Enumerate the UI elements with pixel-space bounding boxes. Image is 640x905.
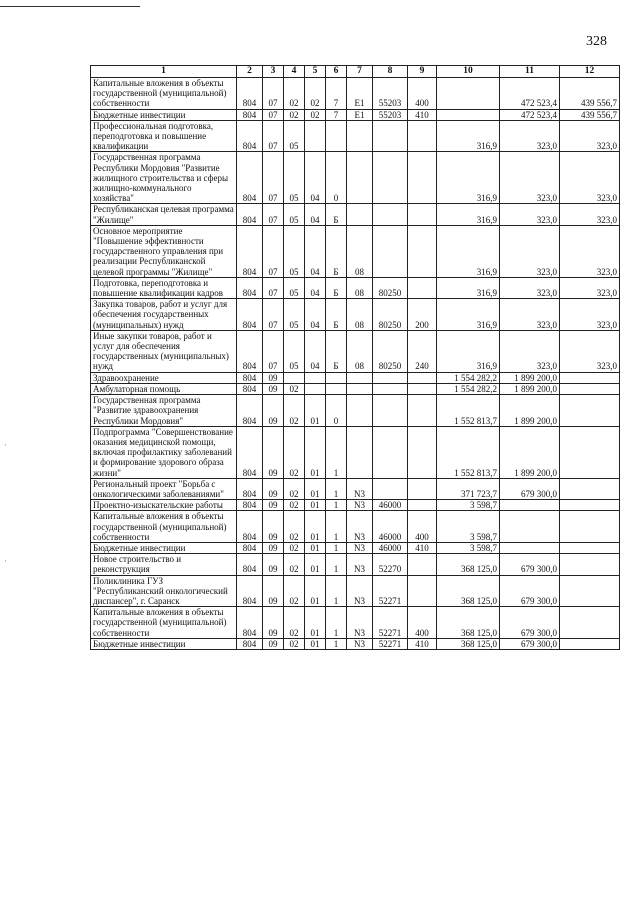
table-row	[91, 277, 620, 298]
amount-col12: 439 556,7	[560, 78, 620, 110]
code-section: 09	[263, 383, 284, 394]
amount-col10: 3 598,7	[437, 542, 500, 553]
code-direction	[373, 204, 408, 225]
code-subsection: 02	[284, 542, 305, 553]
code-event	[347, 426, 373, 478]
code-subsection: 05	[284, 277, 305, 298]
amount-col10: 368 125,0	[437, 638, 500, 649]
amount-col11: 323,0	[500, 120, 560, 152]
code-subsection: 05	[284, 204, 305, 225]
code-program	[305, 120, 326, 152]
code-subsection: 05	[284, 225, 305, 277]
code-subsection: 02	[284, 511, 305, 543]
code-subsection: 05	[284, 152, 305, 204]
code-subsection: 02	[284, 638, 305, 649]
code-direction	[373, 426, 408, 478]
code-subsection	[284, 372, 305, 383]
code-subprogram: 1	[326, 500, 347, 511]
amount-col11: 679 300,0	[500, 607, 560, 639]
column-header: 5	[305, 66, 326, 78]
code-ministry: 804	[237, 204, 263, 225]
column-header: 1	[91, 66, 237, 78]
amount-col12	[560, 395, 620, 427]
code-expense-type	[408, 204, 437, 225]
margin-mark: ·	[4, 440, 7, 450]
code-ministry: 804	[237, 277, 263, 298]
code-expense-type: 400	[408, 78, 437, 110]
code-program: 01	[305, 500, 326, 511]
amount-col11: 679 300,0	[500, 554, 560, 575]
code-program: 01	[305, 554, 326, 575]
code-section: 07	[263, 299, 284, 331]
code-subsection: 05	[284, 299, 305, 331]
amount-col11: 323,0	[500, 152, 560, 204]
code-section: 09	[263, 554, 284, 575]
code-ministry: 804	[237, 542, 263, 553]
code-section: 09	[263, 511, 284, 543]
code-expense-type: 410	[408, 109, 437, 120]
code-subprogram: 1	[326, 426, 347, 478]
code-program: 01	[305, 542, 326, 553]
code-section: 09	[263, 372, 284, 383]
code-event	[347, 120, 373, 152]
code-ministry: 804	[237, 120, 263, 152]
code-direction	[373, 383, 408, 394]
code-event	[347, 152, 373, 204]
code-expense-type	[408, 575, 437, 607]
code-event: 08	[347, 225, 373, 277]
code-direction: 52271	[373, 638, 408, 649]
amount-col12: 323,0	[560, 204, 620, 225]
code-event: N3	[347, 638, 373, 649]
code-subsection: 02	[284, 383, 305, 394]
amount-col12: 439 556,7	[560, 109, 620, 120]
amount-col10: 316,9	[437, 225, 500, 277]
code-ministry: 804	[237, 109, 263, 120]
code-subprogram	[326, 120, 347, 152]
code-subprogram: 1	[326, 638, 347, 649]
code-subprogram: Б	[326, 299, 347, 331]
amount-col12: 323,0	[560, 120, 620, 152]
code-subprogram	[326, 383, 347, 394]
code-ministry: 804	[237, 299, 263, 331]
code-program: 01	[305, 511, 326, 543]
column-header: 12	[560, 66, 620, 78]
code-direction: 80250	[373, 299, 408, 331]
code-event: 08	[347, 299, 373, 331]
amount-col10	[437, 109, 500, 120]
code-direction: 52271	[373, 575, 408, 607]
code-section: 09	[263, 426, 284, 478]
code-expense-type	[408, 500, 437, 511]
code-ministry: 804	[237, 78, 263, 110]
amount-col12	[560, 511, 620, 543]
code-section: 07	[263, 152, 284, 204]
code-subprogram: Б	[326, 204, 347, 225]
row-name: Республиканская целевая программа "Жилище"	[91, 204, 237, 225]
column-header: 11	[500, 66, 560, 78]
top-rule	[0, 6, 140, 7]
amount-col12	[560, 554, 620, 575]
code-expense-type	[408, 426, 437, 478]
amount-col11: 323,0	[500, 330, 560, 372]
table-row	[91, 554, 620, 575]
amount-col10: 316,9	[437, 299, 500, 331]
table-row	[91, 511, 620, 543]
code-subsection: 05	[284, 330, 305, 372]
code-program: 01	[305, 426, 326, 478]
row-name: Капитальные вложения в объекты государственной (муниципальной) собственности	[91, 607, 237, 639]
code-expense-type	[408, 277, 437, 298]
code-event: N3	[347, 575, 373, 607]
code-direction	[373, 152, 408, 204]
column-header: 3	[263, 66, 284, 78]
amount-col12	[560, 607, 620, 639]
code-subprogram: 0	[326, 395, 347, 427]
amount-col12	[560, 426, 620, 478]
margin-mark: ·	[4, 556, 7, 566]
code-expense-type: 410	[408, 638, 437, 649]
code-direction: 55203	[373, 109, 408, 120]
code-program: 01	[305, 575, 326, 607]
code-subsection: 02	[284, 554, 305, 575]
code-subsection: 02	[284, 78, 305, 110]
table-row	[91, 638, 620, 649]
code-subprogram: 1	[326, 511, 347, 543]
code-subprogram: Б	[326, 277, 347, 298]
amount-col10: 316,9	[437, 204, 500, 225]
amount-col10: 1 554 282,2	[437, 372, 500, 383]
table-row	[91, 204, 620, 225]
amount-col11: 323,0	[500, 299, 560, 331]
code-section: 09	[263, 607, 284, 639]
amount-col11	[500, 542, 560, 553]
row-name: Капитальные вложения в объекты государственной (муниципальной) собственности	[91, 78, 237, 110]
amount-col12	[560, 478, 620, 499]
row-name: Государственная программа "Развитие здравоохранения Республики Мордовия"	[91, 395, 237, 427]
code-ministry: 804	[237, 395, 263, 427]
code-subprogram: 1	[326, 575, 347, 607]
row-name: Новое строительство и реконструкция	[91, 554, 237, 575]
code-section: 09	[263, 478, 284, 499]
code-ministry: 804	[237, 575, 263, 607]
code-event: Е1	[347, 109, 373, 120]
amount-col10: 316,9	[437, 120, 500, 152]
amount-col10: 3 598,7	[437, 500, 500, 511]
code-direction: 55203	[373, 78, 408, 110]
row-name: Закупка товаров, работ и услуг для обеспечения государственных (муниципальных) нужд	[91, 299, 237, 331]
row-name: Профессиональная подготовка, переподготовка и повышение квалификации	[91, 120, 237, 152]
code-ministry: 804	[237, 638, 263, 649]
column-header: 4	[284, 66, 305, 78]
code-subprogram: 1	[326, 554, 347, 575]
code-expense-type: 200	[408, 299, 437, 331]
code-ministry: 804	[237, 500, 263, 511]
page-number: 328	[586, 34, 607, 49]
table-row	[91, 299, 620, 331]
code-event: N3	[347, 511, 373, 543]
table-row	[91, 109, 620, 120]
row-name: Капитальные вложения в объекты государственной (муниципальной) собственности	[91, 511, 237, 543]
code-expense-type	[408, 152, 437, 204]
code-program: 04	[305, 204, 326, 225]
code-subprogram	[326, 372, 347, 383]
amount-col12	[560, 372, 620, 383]
table-row	[91, 330, 620, 372]
code-section: 09	[263, 638, 284, 649]
code-subprogram: Б	[326, 330, 347, 372]
table-row	[91, 78, 620, 110]
amount-col12: 323,0	[560, 152, 620, 204]
amount-col12: 323,0	[560, 225, 620, 277]
code-ministry: 804	[237, 152, 263, 204]
code-direction	[373, 478, 408, 499]
code-section: 09	[263, 542, 284, 553]
row-name: Бюджетные инвестиции	[91, 638, 237, 649]
row-name: Бюджетные инвестиции	[91, 109, 237, 120]
code-section: 09	[263, 575, 284, 607]
code-direction	[373, 120, 408, 152]
code-subprogram: 1	[326, 607, 347, 639]
budget-table	[90, 65, 620, 650]
code-program: 02	[305, 109, 326, 120]
code-ministry: 804	[237, 225, 263, 277]
code-direction: 46000	[373, 542, 408, 553]
amount-col11: 679 300,0	[500, 575, 560, 607]
code-event: N3	[347, 500, 373, 511]
code-subsection: 02	[284, 109, 305, 120]
amount-col12	[560, 638, 620, 649]
code-program: 02	[305, 78, 326, 110]
code-section: 07	[263, 109, 284, 120]
code-program: 04	[305, 152, 326, 204]
code-program	[305, 372, 326, 383]
code-expense-type: 410	[408, 542, 437, 553]
code-subprogram: 1	[326, 542, 347, 553]
amount-col12	[560, 500, 620, 511]
code-expense-type	[408, 120, 437, 152]
table-row	[91, 575, 620, 607]
amount-col11	[500, 500, 560, 511]
code-program	[305, 383, 326, 394]
code-subprogram: 0	[326, 152, 347, 204]
code-program: 01	[305, 478, 326, 499]
amount-col11: 323,0	[500, 277, 560, 298]
amount-col10: 368 125,0	[437, 607, 500, 639]
code-expense-type	[408, 395, 437, 427]
code-event: N3	[347, 478, 373, 499]
code-ministry: 804	[237, 330, 263, 372]
amount-col11	[500, 511, 560, 543]
code-ministry: 804	[237, 426, 263, 478]
amount-col12	[560, 542, 620, 553]
row-name: Государственная программа Республики Мордовия "Развитие жилищного строительства и сферы жилищно-коммунального хозяйства"	[91, 152, 237, 204]
code-section: 07	[263, 330, 284, 372]
code-subprogram: 1	[326, 478, 347, 499]
amount-col10: 1 552 813,7	[437, 395, 500, 427]
code-program: 01	[305, 638, 326, 649]
column-header: 2	[237, 66, 263, 78]
amount-col10: 3 598,7	[437, 511, 500, 543]
amount-col10: 368 125,0	[437, 575, 500, 607]
amount-col11: 679 300,0	[500, 638, 560, 649]
table-row	[91, 542, 620, 553]
code-expense-type	[408, 478, 437, 499]
code-direction: 52271	[373, 607, 408, 639]
row-name: Подпрограмма "Совершенствование оказания медицинской помощи, включая профилактику заболеваний и формирование здорового образа жизни"	[91, 426, 237, 478]
amount-col12	[560, 383, 620, 394]
code-expense-type: 240	[408, 330, 437, 372]
code-expense-type: 400	[408, 511, 437, 543]
table-row	[91, 372, 620, 383]
amount-col11: 1 899 200,0	[500, 395, 560, 427]
row-name: Здравоохранение	[91, 372, 237, 383]
code-event: 08	[347, 277, 373, 298]
table-header-row	[91, 66, 620, 78]
code-subsection: 02	[284, 500, 305, 511]
amount-col10: 316,9	[437, 277, 500, 298]
row-name: Региональный проект "Борьба с онкологическими заболеваниями"	[91, 478, 237, 499]
code-section: 07	[263, 277, 284, 298]
amount-col10: 368 125,0	[437, 554, 500, 575]
code-direction	[373, 395, 408, 427]
column-header: 7	[347, 66, 373, 78]
table-row	[91, 120, 620, 152]
amount-col10: 371 723,7	[437, 478, 500, 499]
code-direction: 46000	[373, 511, 408, 543]
table-row	[91, 383, 620, 394]
table-row	[91, 426, 620, 478]
table-row	[91, 395, 620, 427]
amount-col10: 1 552 813,7	[437, 426, 500, 478]
code-program: 04	[305, 225, 326, 277]
code-section: 07	[263, 225, 284, 277]
amount-col11: 323,0	[500, 204, 560, 225]
amount-col10: 1 554 282,2	[437, 383, 500, 394]
code-event: N3	[347, 607, 373, 639]
code-ministry: 804	[237, 383, 263, 394]
amount-col10	[437, 78, 500, 110]
code-subprogram: Б	[326, 225, 347, 277]
code-program: 04	[305, 277, 326, 298]
code-expense-type	[408, 554, 437, 575]
code-event: N3	[347, 542, 373, 553]
code-program: 04	[305, 299, 326, 331]
amount-col11: 1 899 200,0	[500, 426, 560, 478]
code-section: 09	[263, 395, 284, 427]
code-subsection: 02	[284, 575, 305, 607]
code-section: 09	[263, 500, 284, 511]
code-event: Е1	[347, 78, 373, 110]
code-ministry: 804	[237, 554, 263, 575]
code-direction: 80250	[373, 330, 408, 372]
code-subprogram: 7	[326, 78, 347, 110]
column-header: 10	[437, 66, 500, 78]
code-subsection: 02	[284, 426, 305, 478]
amount-col11: 679 300,0	[500, 478, 560, 499]
code-event	[347, 372, 373, 383]
code-program: 01	[305, 395, 326, 427]
code-expense-type: 400	[408, 607, 437, 639]
code-direction	[373, 372, 408, 383]
amount-col12: 323,0	[560, 330, 620, 372]
row-name: Проектно-изыскательские работы	[91, 500, 237, 511]
code-direction	[373, 225, 408, 277]
amount-col10: 316,9	[437, 152, 500, 204]
code-event: 08	[347, 330, 373, 372]
code-subsection: 02	[284, 395, 305, 427]
code-program: 04	[305, 330, 326, 372]
code-expense-type	[408, 383, 437, 394]
column-header: 8	[373, 66, 408, 78]
code-event	[347, 383, 373, 394]
amount-col11: 1 899 200,0	[500, 383, 560, 394]
code-direction: 52270	[373, 554, 408, 575]
table-row	[91, 225, 620, 277]
code-subsection: 05	[284, 120, 305, 152]
code-ministry: 804	[237, 511, 263, 543]
code-direction: 80250	[373, 277, 408, 298]
amount-col12	[560, 575, 620, 607]
code-subsection: 02	[284, 607, 305, 639]
table-row	[91, 152, 620, 204]
code-program: 01	[305, 607, 326, 639]
code-ministry: 804	[237, 607, 263, 639]
amount-col11: 472 523,4	[500, 109, 560, 120]
code-ministry: 804	[237, 478, 263, 499]
code-subsection: 02	[284, 478, 305, 499]
amount-col12: 323,0	[560, 299, 620, 331]
code-expense-type	[408, 372, 437, 383]
code-event	[347, 204, 373, 225]
row-name: Поликлиника ГУЗ "Республиканский онкологический диспансер", г. Саранск	[91, 575, 237, 607]
code-event: N3	[347, 554, 373, 575]
code-ministry: 804	[237, 372, 263, 383]
code-expense-type	[408, 225, 437, 277]
amount-col11: 472 523,4	[500, 78, 560, 110]
amount-col11: 1 899 200,0	[500, 372, 560, 383]
row-name: Иные закупки товаров, работ и услуг для обеспечения государственных (муниципальных) нужд	[91, 330, 237, 372]
code-section: 07	[263, 120, 284, 152]
code-event	[347, 395, 373, 427]
amount-col11: 323,0	[500, 225, 560, 277]
row-name: Основное мероприятие "Повышение эффективности государственного управления при реализации Республиканской целевой программы "Жилище"	[91, 225, 237, 277]
column-header: 6	[326, 66, 347, 78]
column-header: 9	[408, 66, 437, 78]
amount-col10: 316,9	[437, 330, 500, 372]
code-section: 07	[263, 204, 284, 225]
code-section: 07	[263, 78, 284, 110]
row-name: Амбулаторная помощь	[91, 383, 237, 394]
table-row	[91, 478, 620, 499]
row-name: Бюджетные инвестиции	[91, 542, 237, 553]
code-direction: 46000	[373, 500, 408, 511]
code-subprogram: 7	[326, 109, 347, 120]
table-row	[91, 500, 620, 511]
amount-col12: 323,0	[560, 277, 620, 298]
table-row	[91, 607, 620, 639]
row-name: Подготовка, переподготовка и повышение квалификации кадров	[91, 277, 237, 298]
